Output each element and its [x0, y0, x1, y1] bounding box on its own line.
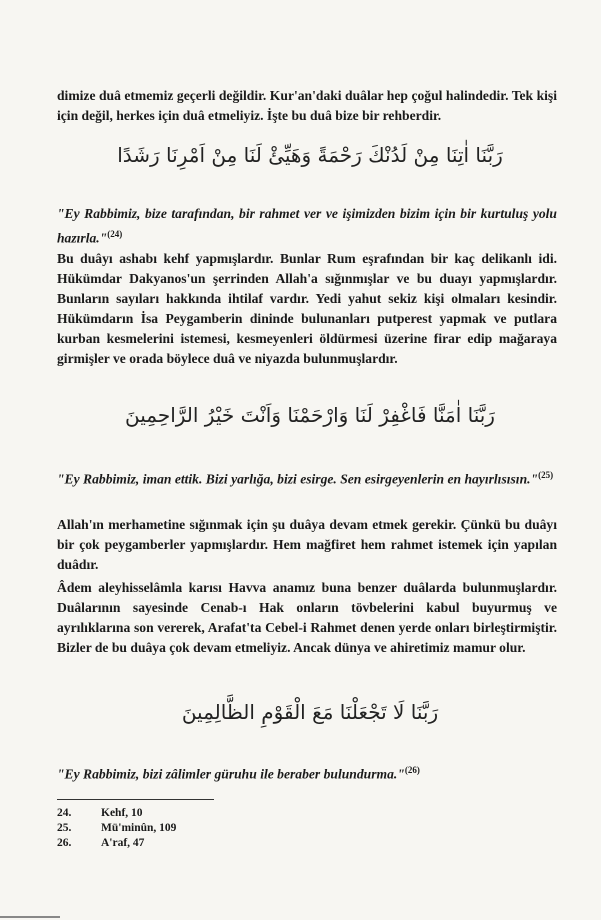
footnote-number: 24.: [57, 807, 72, 819]
footnote-ref-25: (25): [538, 470, 554, 480]
footnote-26: [57, 836, 144, 850]
footnote-text: Kehf, 10: [101, 807, 143, 819]
paragraph-ashab-kehf: Bu duâyı ashabı kehf yapmışlardır. Bunlar Rum eşrafından bir kaç delikanlı idi. Hükümdar Dakyanos'un şerrinden Allah'a sığınmışlar ve bu duayı yapmışlardır. Bunların sayıları hakkında ihtilaf vardır. Yedi yahut sekiz kişi olmaları kesindir. Hükümdarın İsa Peygamberin dininde bulunanları putperest yapmak ve putlara kurban kesmelerini istemesi, kesmeyenleri öldürmesi üzerine firar edip mağaraya girmişler ve orada böylece duâ ve niyazda bulunmuşlardır.: [57, 251, 557, 366]
paragraph-intro: dimize duâ etmemiz geçerli değildir. Kur'an'daki duâlar hep çoğul halindedir. Tek kişi için değil, herkes için duâ etmeliyiz. İşte bu duâ bize bir rehberdir.: [57, 88, 557, 123]
scan-edge-mark: [0, 916, 60, 918]
quote-text-1: "Ey Rabbimiz, bize tarafından, bir rahmet ver ve işimizden bizim için bir kurtuluş yolu hazırla.": [57, 206, 557, 246]
footnote-ref-26: (26): [404, 765, 420, 775]
paragraph-merhamet: Allah'ın merhametine sığınmak için şu duâya devam etmek gerekir. Çünkü bu duâyı bir çok peygamberler yapmışlardır. Hem mağfiret hem rahmet istemek için yapılan duâdır.: [57, 517, 557, 572]
footnote-text: Mü'minûn, 109: [101, 822, 177, 834]
prayer-translation-2: [57, 465, 557, 490]
quote-text-3: "Ey Rabbimiz, bizi zâlimler güruhu ile beraber bulundurma.": [57, 766, 405, 782]
footnote-number: 25.: [57, 822, 72, 834]
arabic-prayer-1: رَبَّنَا اٰتِنَا مِنْ لَدُنْكَ رَحْمَةً وَهَيِّئْ لَنَا مِنْ اَمْرِنَا رَشَدًا: [117, 143, 503, 167]
footnote-divider: [57, 799, 214, 800]
footnote-ref-24: (24): [107, 229, 123, 239]
footnote-number: 26.: [57, 837, 72, 849]
prayer-translation-1: [57, 204, 557, 249]
quote-text-2: "Ey Rabbimiz, iman ettik. Bizi yarlığa, bizi esirge. Sen esirgeyenlerin en hayırlısısın.": [57, 471, 539, 487]
footnote-25: [57, 821, 176, 835]
footnote-text: A'raf, 47: [101, 837, 145, 849]
arabic-prayer-2: رَبَّنَا اٰمَنَّا فَاغْفِرْ لَنَا وَارْحَمْنَا وَاَنْتَ خَيْرُ الرَّاحِمِينَ: [125, 403, 495, 427]
paragraph-adem: Âdem aleyhisselâmla karısı Havva anamız buna benzer duâlarda bulunmuşlardır. Duâlarının sayesinde Cenab-ı Hak onların tövbelerini kabul buyurmuş ve ayrılıklarına son vererek, Arafat'ta Cebel-i Rahmet denen yerde onları birleştirmiştir. Bizler de bu duâya çok devam etmeliyiz. Ancak dünya ve ahiretimiz mamur olur.: [57, 580, 557, 655]
prayer-translation-3: [57, 760, 557, 785]
footnote-24: [57, 806, 143, 820]
arabic-prayer-3: رَبَّنَا لَا تَجْعَلْنَا مَعَ الْقَوْمِ الظَّالِمِينَ: [181, 700, 439, 724]
